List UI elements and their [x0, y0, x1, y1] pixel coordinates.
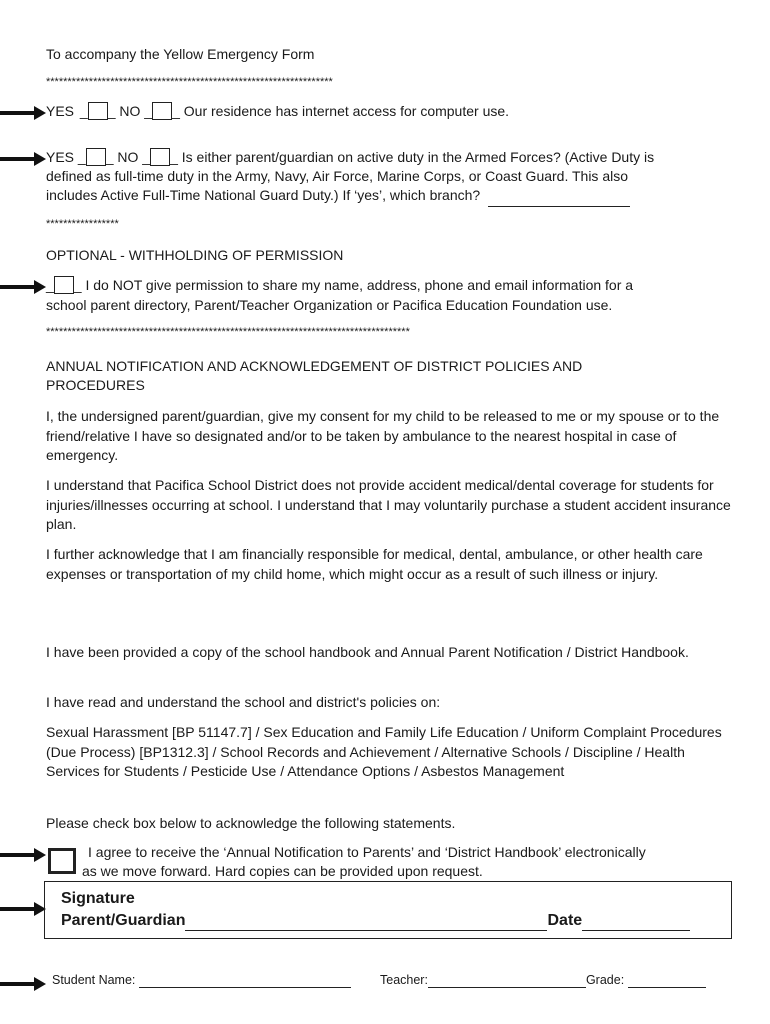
grade-field[interactable]	[628, 973, 706, 988]
military-no-label: NO	[117, 149, 139, 165]
electronic-line2: as we move forward. Hard copies can be provided upon request.	[82, 863, 483, 879]
separator-stars: *****************	[46, 218, 119, 230]
consent-paragraph: I, the undersigned parent/guardian, give my consent for my child to be released to me or my spouse or to the friend/relative I have so designated and/or to be taken by ambulance to the nearest hospital in case of emergency.	[46, 408, 720, 463]
military-yes-label: YES	[46, 149, 75, 165]
branch-field[interactable]	[488, 186, 630, 207]
internet-no-label: NO	[119, 103, 141, 119]
internet-question: YES _ _ NO _ _ Our residence has internet access for computer use.	[46, 103, 510, 119]
arrow-icon	[0, 977, 46, 991]
internet-question-text: Our residence has internet access for computer use.	[183, 103, 510, 119]
signature-row	[61, 912, 690, 931]
electronic-checkbox[interactable]	[48, 848, 76, 874]
withholding-line1: I do NOT give permission to share my name, address, phone and email information for a	[85, 277, 634, 293]
electronic-line1: I agree to receive the ‘Annual Notification to Parents’ and ‘District Handbook’ electronically	[88, 844, 646, 860]
date-field[interactable]	[582, 912, 690, 931]
teacher-row	[380, 973, 706, 988]
withholding-checkbox[interactable]	[54, 276, 74, 294]
separator-stars: *************************************************************************************	[46, 326, 410, 338]
handbook-paragraph: I have been provided a copy of the school handbook and Annual Parent Notification / District Handbook.	[46, 644, 689, 660]
grade-label: Grade:	[585, 973, 625, 987]
internet-yes-checkbox[interactable]	[88, 102, 108, 120]
military-question-line2: defined as full-time duty in the Army, Navy, Air Force, Marine Corps, or Coast Guard. This also	[46, 168, 629, 184]
military-question: YES _ _ NO _ _ Is either parent/guardian on active duty in the Armed Forces? (Active Duty is	[46, 149, 655, 165]
parent-guardian-label: Parent/Guardian	[61, 912, 186, 929]
withholding-line2: school parent directory, Parent/Teacher Organization or Pacifica Education Foundation use.	[46, 297, 613, 313]
student-name-row	[52, 973, 351, 988]
military-branch-prompt: includes Active Full-Time National Guard Duty.) If ‘yes’, which branch?	[46, 187, 481, 203]
internet-yes-label: YES	[46, 103, 75, 119]
policies-intro: I have read and understand the school and district's policies on:	[46, 694, 441, 710]
date-label: Date	[547, 912, 583, 929]
insurance-paragraph: I understand that Pacifica School District does not provide accident medical/dental coverage for students for injuries/illnesses occurring at school. I understand that I may voluntarily purchase a student accident insurance plan.	[46, 477, 731, 532]
annual-heading-line2: PROCEDURES	[46, 377, 145, 393]
military-yes-checkbox[interactable]	[86, 148, 106, 166]
student-name-field[interactable]	[139, 973, 351, 988]
teacher-field[interactable]	[428, 973, 586, 988]
annual-heading: ANNUAL NOTIFICATION AND ACKNOWLEDGEMENT OF DISTRICT POLICIES AND	[46, 358, 583, 374]
military-question-text: Is either parent/guardian on active duty in the Armed Forces? (Active Duty is	[181, 149, 655, 165]
arrow-icon	[0, 280, 46, 294]
internet-no-checkbox[interactable]	[152, 102, 172, 120]
arrow-icon	[0, 106, 46, 120]
withholding-statement: _ _ I do NOT give permission to share my name, address, phone and email information for a	[46, 277, 634, 293]
separator-stars: *******************************************************************	[46, 76, 333, 88]
military-question-line3	[46, 186, 630, 207]
signature-box	[44, 881, 732, 939]
signature-field[interactable]	[185, 912, 547, 931]
acknowledge-instruction: Please check box below to acknowledge the following statements.	[46, 815, 456, 831]
signature-label: Signature	[61, 890, 135, 907]
financial-paragraph: I further acknowledge that I am financially responsible for medical, dental, ambulance, or other health care expenses or transportation of my child home, which might occur as a result of such illness or injury.	[46, 546, 703, 582]
arrow-icon	[0, 902, 46, 916]
student-name-label: Student Name:	[52, 973, 136, 987]
arrow-icon	[0, 848, 46, 862]
military-no-checkbox[interactable]	[150, 148, 170, 166]
form-title: To accompany the Yellow Emergency Form	[46, 46, 315, 62]
teacher-label: Teacher:	[380, 973, 428, 987]
withholding-heading: OPTIONAL - WITHHOLDING OF PERMISSION	[46, 247, 344, 263]
policies-list: Sexual Harassment [BP 51147.7] / Sex Education and Family Life Education / Uniform Complaint Procedures (Due Process) [BP1312.3] / School Records and Achievement / Alternative Schools / Discipline / Health Services for Students / Pesticide Use / Attendance Options / Asbestos Management	[46, 724, 722, 779]
arrow-icon	[0, 152, 46, 166]
